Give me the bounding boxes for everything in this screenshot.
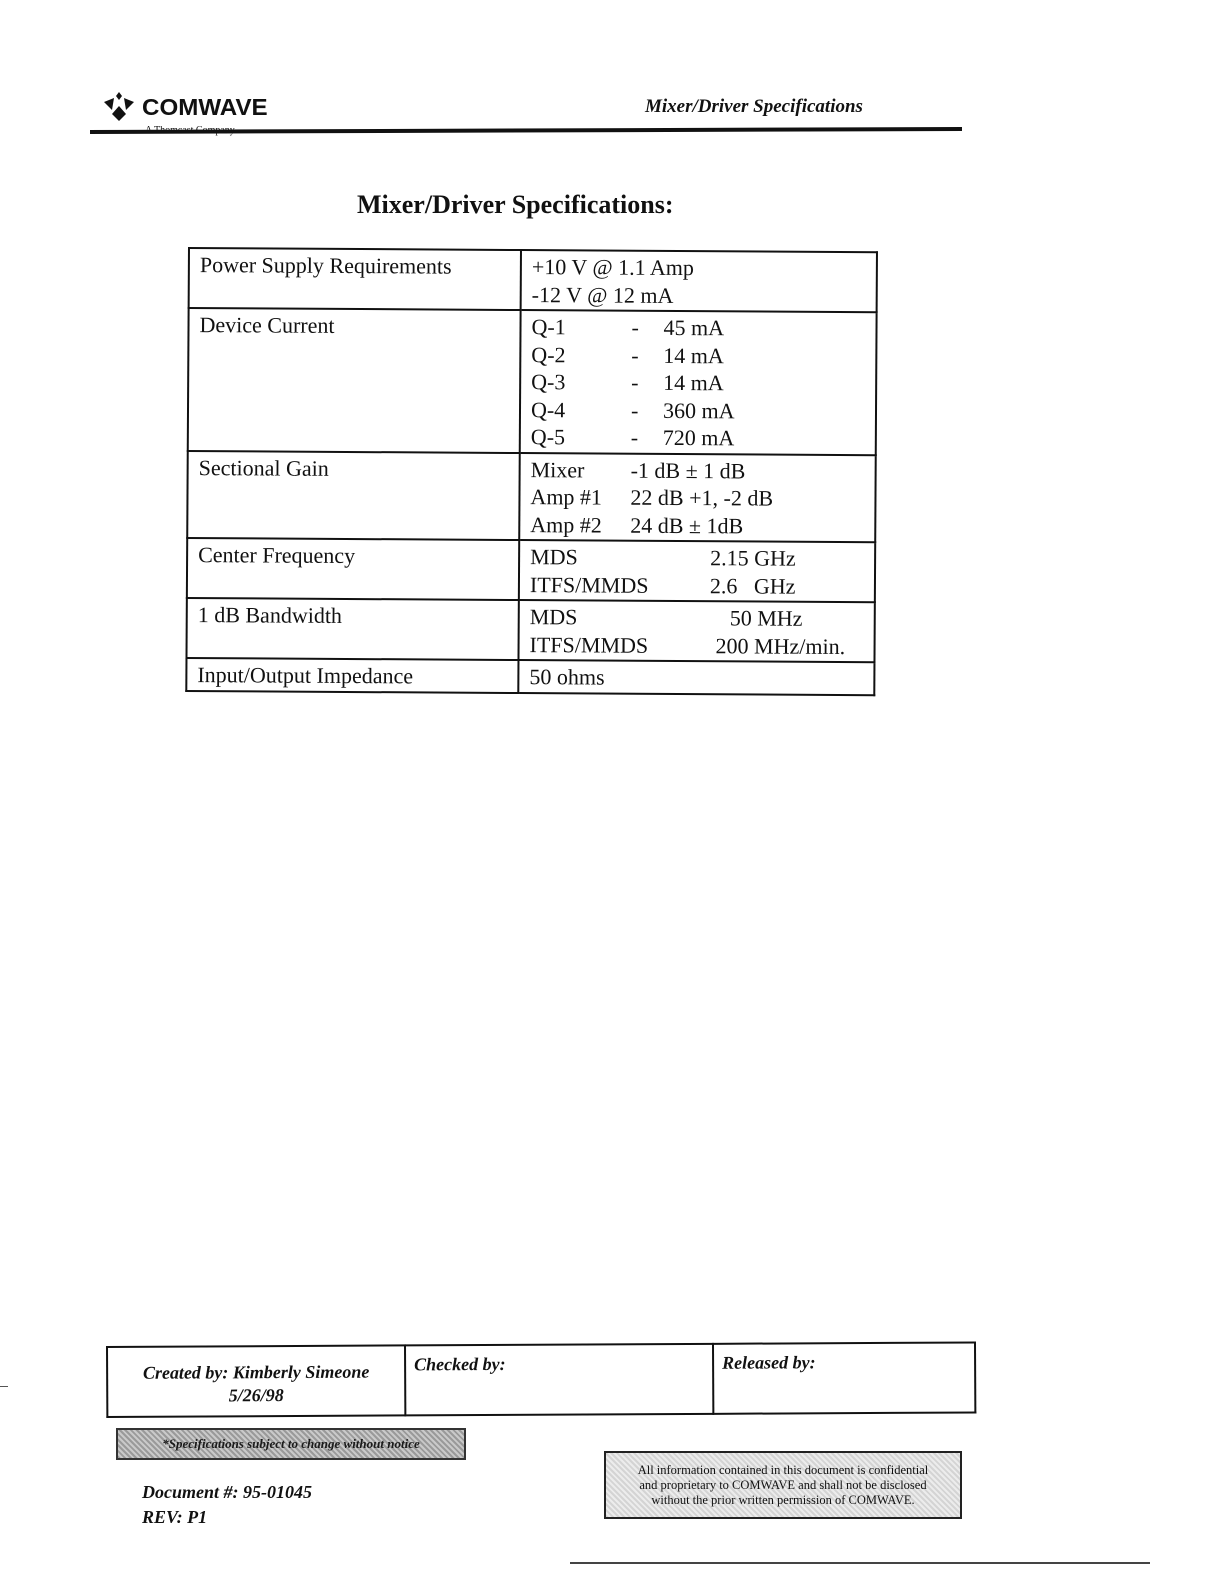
confidential-line: without the prior written permission of COMWAVE. bbox=[651, 1493, 915, 1507]
spec-label: Device Current bbox=[188, 308, 521, 453]
confidential-line: and proprietary to COMWAVE and shall not be disclosed bbox=[639, 1478, 927, 1492]
spec-table bbox=[185, 247, 878, 696]
separator: - bbox=[630, 397, 639, 423]
current-value: 14 mA bbox=[663, 342, 724, 368]
separator: - bbox=[630, 424, 639, 450]
spec-value-line: -12 V @ 12 mA bbox=[531, 281, 674, 308]
created-by: Created by: Kimberly Simeone bbox=[142, 1361, 370, 1383]
spec-value-line bbox=[531, 456, 865, 486]
released-by-cell bbox=[713, 1342, 975, 1413]
spec-label: Sectional Gain bbox=[187, 451, 520, 541]
current-value: 14 mA bbox=[663, 369, 724, 396]
spec-value-line bbox=[531, 368, 865, 398]
spec-label: Input/Output Impedance bbox=[186, 658, 518, 693]
spec-row-bandwidth bbox=[186, 598, 874, 662]
company-logo bbox=[102, 92, 268, 122]
transistor-id: Q-2 bbox=[531, 341, 566, 367]
page-title: Mixer/Driver Specifications: bbox=[357, 190, 674, 219]
band-name: MDS bbox=[529, 604, 578, 630]
stage-name: Amp #1 bbox=[530, 484, 603, 510]
frequency-value: 2.6 GHz bbox=[709, 572, 796, 599]
spec-value-line bbox=[531, 313, 865, 343]
separator: - bbox=[631, 369, 639, 395]
current-value: 45 mA bbox=[663, 314, 725, 341]
revision: REV: P1 bbox=[142, 1507, 208, 1527]
spec-row-device-current bbox=[188, 308, 877, 455]
spec-value bbox=[519, 540, 875, 602]
signoff-table bbox=[106, 1341, 976, 1418]
current-value: 720 mA bbox=[662, 424, 735, 451]
spec-value-line bbox=[530, 543, 864, 573]
spec-value bbox=[520, 310, 877, 455]
frequency-value: 2.15 GHz bbox=[710, 545, 796, 571]
gain-value: 22 dB +1, -2 dB bbox=[630, 484, 774, 511]
spec-row-center-frequency bbox=[187, 538, 875, 602]
transistor-id: Q-3 bbox=[531, 369, 566, 395]
spec-label: Center Frequency bbox=[187, 538, 519, 600]
document-number: Document #: 95-01045 bbox=[142, 1482, 312, 1502]
spec-value-line: 50 ohms bbox=[529, 664, 605, 690]
bandwidth-value: 50 MHz bbox=[729, 605, 803, 631]
spec-row-impedance bbox=[186, 658, 874, 695]
transistor-id: Q-5 bbox=[530, 424, 566, 450]
spec-value-line bbox=[530, 603, 864, 633]
spec-label: 1 dB Bandwidth bbox=[186, 598, 518, 660]
company-name: COMWAVE bbox=[142, 93, 268, 120]
spec-value bbox=[519, 453, 876, 543]
spec-change-notice: *Specifications subject to change without notice bbox=[116, 1428, 466, 1460]
spec-value-line bbox=[529, 631, 863, 661]
stage-name: Amp #2 bbox=[530, 511, 602, 538]
spec-label: Power Supply Requirements bbox=[189, 248, 521, 310]
transistor-id: Q-4 bbox=[530, 396, 566, 422]
stage-name: Mixer bbox=[530, 456, 585, 482]
spec-value-line bbox=[531, 423, 865, 453]
spec-value bbox=[518, 600, 874, 662]
gain-value: 24 dB ± 1dB bbox=[630, 512, 744, 538]
gain-value: -1 dB ± 1 dB bbox=[630, 457, 746, 483]
created-date: 5/26/98 bbox=[228, 1385, 284, 1406]
spec-value bbox=[521, 250, 877, 312]
margin-mark bbox=[0, 1386, 8, 1387]
spec-value bbox=[518, 660, 874, 695]
separator: - bbox=[631, 314, 639, 340]
released-by: Released by: bbox=[722, 1352, 816, 1373]
checked-by-cell bbox=[405, 1344, 713, 1416]
checked-by: Checked by: bbox=[414, 1353, 506, 1375]
bottom-divider bbox=[570, 1562, 1150, 1564]
spec-value-line bbox=[530, 483, 864, 513]
spec-value-line bbox=[530, 511, 864, 541]
confidentiality-notice bbox=[604, 1451, 962, 1519]
transistor-id: Q-1 bbox=[531, 314, 566, 340]
spec-row-sectional-gain bbox=[187, 451, 876, 543]
spec-value-line: +10 V @ 1.1 Amp bbox=[531, 254, 695, 281]
spec-value-line bbox=[531, 341, 865, 371]
spec-value-line bbox=[531, 396, 865, 426]
created-by-cell bbox=[107, 1345, 405, 1417]
comwave-logo-icon bbox=[102, 92, 136, 122]
spec-value-line bbox=[530, 571, 864, 601]
document-info bbox=[142, 1480, 312, 1530]
band-name: MDS bbox=[530, 544, 578, 570]
header-title: Mixer/Driver Specifications bbox=[645, 96, 863, 117]
bandwidth-value: 200 MHz/min. bbox=[715, 632, 846, 659]
confidential-line: All information contained in this document is confidential bbox=[637, 1463, 929, 1477]
current-value: 360 mA bbox=[662, 397, 735, 423]
band-name: ITFS/MMDS bbox=[529, 571, 649, 598]
spec-row-power-supply bbox=[189, 248, 877, 312]
separator: - bbox=[631, 342, 639, 368]
band-name: ITFS/MMDS bbox=[529, 631, 649, 658]
